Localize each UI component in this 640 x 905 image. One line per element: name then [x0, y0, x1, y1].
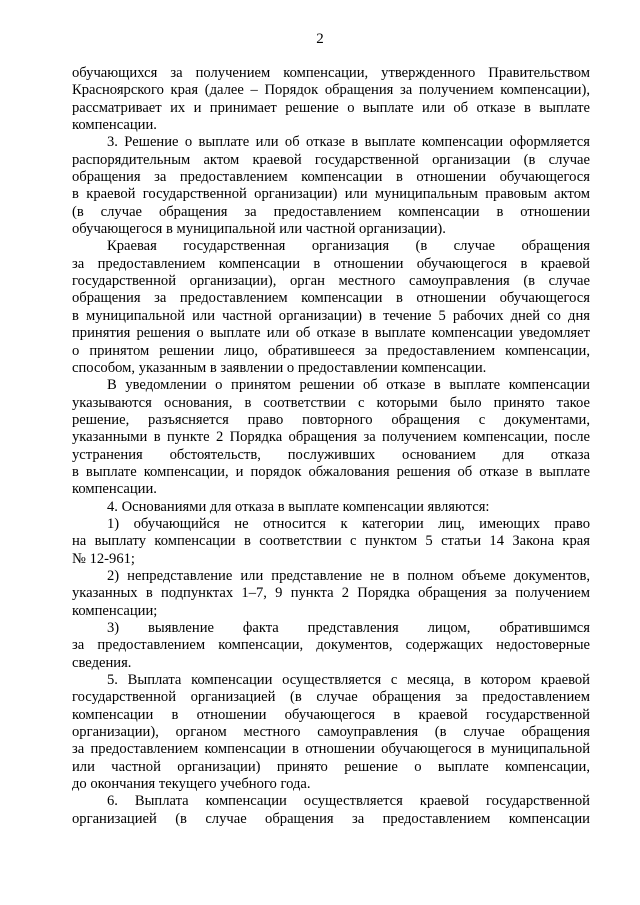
- paragraph: [72, 238, 590, 377]
- text-line: компенсации в отношении обучающегося в краевой государственной: [72, 706, 590, 723]
- paragraph: [72, 134, 590, 238]
- text-line: компенсации.: [72, 117, 157, 134]
- text-line: компенсации;: [72, 602, 158, 619]
- text-line: организации), органом местного самоуправления (в случае обращения: [72, 724, 590, 741]
- text-line: или частной организации) принято решение о выплате компенсации,: [72, 758, 590, 775]
- paragraph: [72, 672, 590, 793]
- text-line: 2) непредставление или представление не в полном объеме документов,: [107, 567, 590, 584]
- text-line: обращения за предоставлением компенсации в отношении обучающегося: [72, 290, 590, 307]
- text-line: до окончания текущего учебного года.: [72, 776, 311, 793]
- text-line: устранения обстоятельств, послуживших основанием для отказа: [72, 446, 590, 463]
- text-line: В уведомлении о принятом решении об отказе в выплате компенсации: [107, 377, 590, 394]
- text-line: 1) обучающийся не относится к категории лиц, имеющих право: [107, 515, 590, 532]
- text-line: способом, указанным в заявлении о предоставлении компенсации.: [72, 359, 487, 376]
- text-line: 6. Выплата компенсации осуществляется краевой государственной: [107, 793, 590, 810]
- text-line: на выплату компенсации в соответствии с пунктом 5 статьи 14 Закона края: [72, 533, 590, 550]
- text-line: указанных в подпунктах 1–7, 9 пункта 2 Порядка обращения за получением: [72, 585, 590, 602]
- text-line: за предоставлением компенсации, документов, содержащих недостоверные: [72, 637, 590, 654]
- document-body: [72, 65, 590, 828]
- text-line: о принятом решении лицо, обратившееся за предоставлением компенсации,: [72, 342, 590, 359]
- paragraph: [72, 499, 590, 516]
- text-line: Красноярского края (далее – Порядок обращения за получением компенсации),: [72, 82, 590, 99]
- paragraph: [72, 377, 590, 498]
- text-line: решение, разъясняется право повторного обращения с документами,: [72, 411, 590, 428]
- text-line: за предоставлением компенсации в отношении обучающегося в муниципальной: [72, 741, 590, 758]
- text-line: в выплате компенсации, и порядок обжалования решения об отказе в выплате: [72, 463, 590, 480]
- text-line: обучающихся за получением компенсации, утвержденного Правительством: [72, 65, 590, 81]
- paragraph: [72, 65, 590, 134]
- text-line: в муниципальной или частной организации) в течение 5 рабочих дней со дня: [72, 307, 590, 324]
- text-line: организацией (в случае обращения за предоставлением компенсации: [72, 810, 590, 827]
- text-line: 4. Основаниями для отказа в выплате компенсации являются:: [107, 498, 490, 515]
- paragraph: [72, 620, 590, 672]
- text-line: указанными в пункте 2 Порядка обращения за получением компенсации, после: [72, 429, 590, 446]
- text-line: компенсации.: [72, 481, 157, 498]
- text-line: (в случае обращения за предоставлением компенсации в отношении: [72, 203, 590, 220]
- text-line: за предоставлением компенсации в отношении обучающегося в краевой: [72, 255, 590, 272]
- text-line: распорядительным актом краевой государственной организации (в случае: [72, 151, 590, 168]
- text-line: сведения.: [72, 654, 132, 671]
- text-line: Краевая государственная организация (в случае обращения: [107, 238, 590, 255]
- text-line: государственной организацией (в случае обращения за предоставлением: [72, 689, 590, 706]
- text-line: рассматривает их и принимает решение о выплате или об отказе в выплате: [72, 99, 590, 116]
- text-line: в краевой государственной организации) или муниципальным правовым актом: [72, 186, 590, 203]
- text-line: принятия решения о выплате или об отказе в выплате компенсации уведомляет: [72, 325, 590, 342]
- text-line: 5. Выплата компенсации осуществляется с месяца, в котором краевой: [107, 672, 590, 689]
- text-line: № 12-961;: [72, 550, 135, 567]
- paragraph: [72, 516, 590, 568]
- text-line: 3. Решение о выплате или об отказе в выплате компенсации оформляется: [107, 134, 590, 151]
- text-line: указываются основания, в соответствии с которыми было принято такое: [72, 394, 590, 411]
- text-line: государственной организации), орган местного самоуправления (в случае: [72, 273, 590, 290]
- text-line: обращения за предоставлением компенсации в отношении обучающегося: [72, 169, 590, 186]
- paragraph: [72, 568, 590, 620]
- page-number: 2: [316, 31, 324, 47]
- paragraph: [72, 793, 590, 828]
- text-line: 3) выявление факта представления лицом, обратившимся: [107, 620, 590, 636]
- text-line: обучающегося в муниципальной или частной организации).: [72, 221, 446, 238]
